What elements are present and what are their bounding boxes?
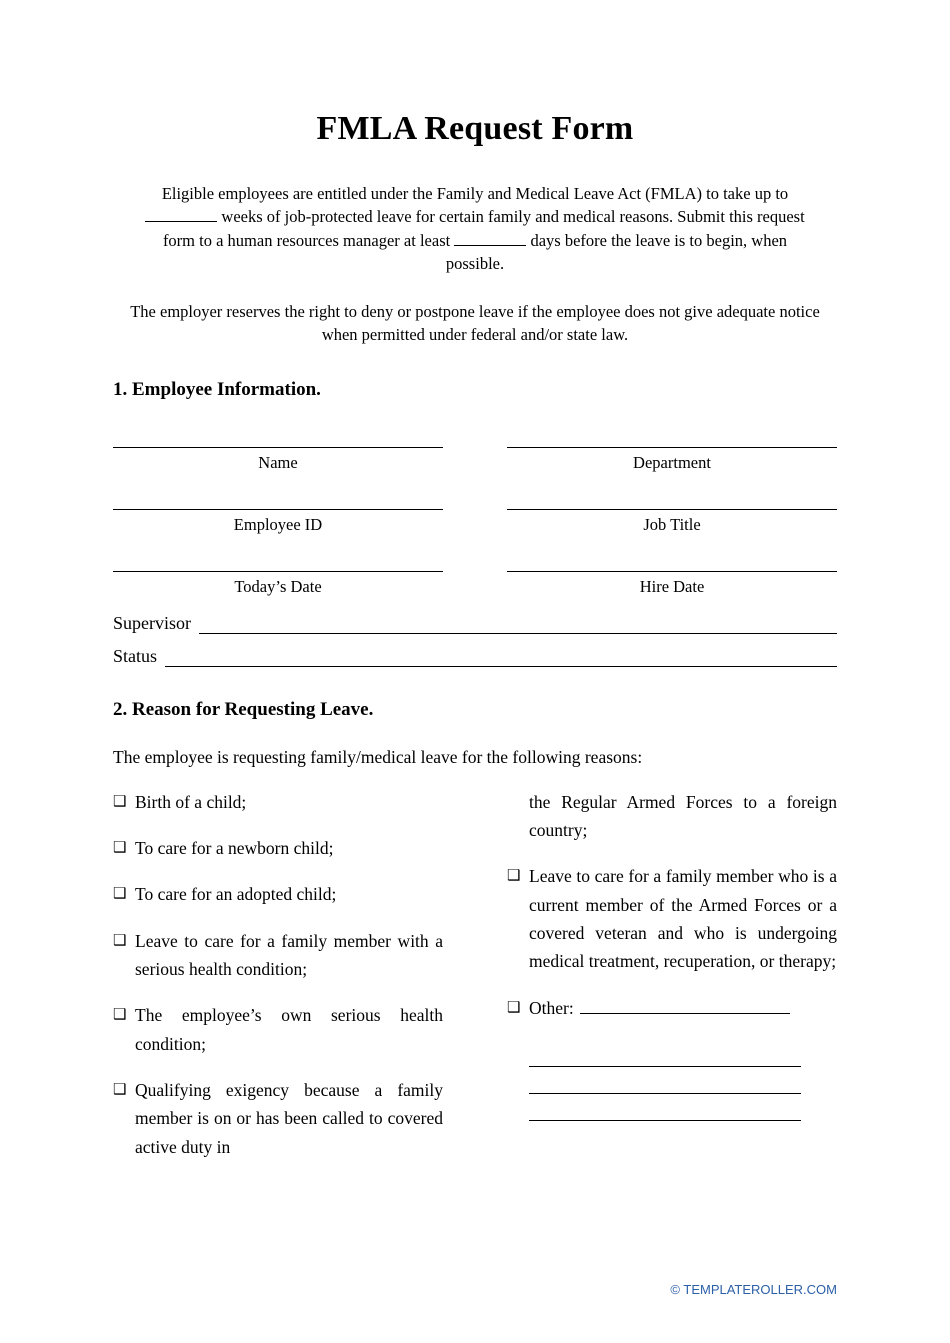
intro-paragraph: [113, 182, 837, 276]
section-1-heading: 1. Employee Information.: [113, 378, 321, 400]
department-input[interactable]: [507, 427, 837, 448]
field-department: [507, 427, 837, 473]
department-label: Department: [633, 452, 711, 472]
checkbox-label: To care for a newborn child;: [135, 837, 334, 858]
checkbox-icon[interactable]: ❑: [113, 886, 127, 903]
checkbox-icon[interactable]: ❑: [113, 839, 127, 856]
checkbox-icon[interactable]: ❑: [113, 793, 127, 810]
checkbox-icon[interactable]: ❑: [113, 1007, 127, 1024]
reason-checkbox-columns: [113, 788, 837, 1179]
todays-date-input[interactable]: [113, 551, 443, 572]
employee-id-label: Employee ID: [233, 514, 323, 534]
field-row: [113, 427, 837, 473]
section-2-heading: 2. Reason for Requesting Leave.: [113, 698, 374, 720]
name-label: Name: [258, 452, 298, 472]
employee-information-fields: [113, 427, 837, 667]
reason-column-left: [113, 788, 443, 1179]
checkbox-icon[interactable]: ❑: [507, 868, 521, 885]
field-row: [113, 551, 837, 597]
supervisor-input[interactable]: [199, 617, 837, 634]
supervisor-label: Supervisor: [113, 612, 191, 633]
checkbox-icon[interactable]: ❑: [507, 999, 521, 1016]
job-title-label: Job Title: [643, 514, 701, 534]
checkbox-label: Qualifying exigency because a family member is on or has been called to covered active duty in: [135, 1079, 443, 1157]
field-supervisor: [113, 613, 837, 634]
checkbox-newborn-child[interactable]: [113, 834, 443, 862]
intro-text-part3: days before the leave is to begin, when possible.: [445, 230, 788, 274]
checkbox-family-serious-health[interactable]: [113, 927, 443, 984]
checkbox-label: To care for an adopted child;: [135, 884, 337, 905]
checkbox-qualifying-exigency[interactable]: [113, 1076, 443, 1161]
checkbox-icon[interactable]: ❑: [113, 1081, 127, 1098]
checkbox-adopted-child[interactable]: [113, 880, 443, 908]
hire-date-input[interactable]: [507, 551, 837, 572]
checkbox-military-caregiver[interactable]: [507, 862, 837, 975]
checkbox-other[interactable]: [507, 994, 837, 1022]
intro-text-part1: Eligible employees are entitled under the Family and Medical Leave Act (FMLA) to take up to: [161, 184, 789, 203]
checkbox-birth-of-child[interactable]: [113, 788, 443, 816]
checkbox-label-other: [529, 994, 837, 1022]
status-input[interactable]: [165, 650, 837, 667]
notice-paragraph: The employer reserves the right to deny or postpone leave if the employee does not give adequate notice when permitted under federal and/or state law.: [130, 301, 820, 345]
checkbox-icon[interactable]: ❑: [113, 932, 127, 949]
checkbox-label: Leave to care for a family member with a serious health condition;: [135, 930, 443, 979]
field-status: [113, 646, 837, 667]
job-title-input[interactable]: [507, 489, 837, 510]
section-2-lead-in: The employee is requesting family/medical leave for the following reasons:: [113, 746, 643, 767]
employee-id-input[interactable]: [113, 489, 443, 510]
days-blank-field[interactable]: [454, 245, 526, 246]
status-label: Status: [113, 645, 158, 666]
checkbox-label: The employee’s own serious health condition;: [135, 1005, 443, 1054]
weeks-blank-field[interactable]: [145, 221, 217, 222]
checkbox-label: Leave to care for a family member who is a current member of the Armed Forces or a covered veteran and who is undergoing medical treatment, recuperation, or therapy;: [529, 866, 837, 972]
field-row: [113, 489, 837, 535]
other-extra-line-3[interactable]: [529, 1094, 801, 1121]
field-hire-date: [507, 551, 837, 597]
hire-date-label: Hire Date: [639, 576, 705, 596]
field-job-title: [507, 489, 837, 535]
qualifying-exigency-continuation: the Regular Armed Forces to a foreign country;: [529, 791, 837, 840]
other-extra-line-2[interactable]: [529, 1067, 801, 1094]
footer-copyright[interactable]: © TEMPLATEROLLER.COM: [670, 1282, 837, 1297]
field-employee-id: [113, 489, 443, 535]
other-extra-line-1[interactable]: [529, 1040, 801, 1067]
name-input[interactable]: [113, 427, 443, 448]
field-todays-date: [113, 551, 443, 597]
intro-text-part2: weeks of job-protected leave for certain family and medical reasons. Submit this request form to a human resources manager at least: [162, 207, 805, 250]
checkbox-label: Birth of a child;: [135, 791, 247, 812]
other-label: Other:: [529, 997, 574, 1018]
other-input[interactable]: [580, 1013, 790, 1014]
reason-column-right: [507, 788, 837, 1179]
checkbox-own-serious-health[interactable]: [113, 1001, 443, 1058]
todays-date-label: Today’s Date: [234, 576, 322, 596]
field-name: [113, 427, 443, 473]
page-title: FMLA Request Form: [316, 110, 634, 147]
